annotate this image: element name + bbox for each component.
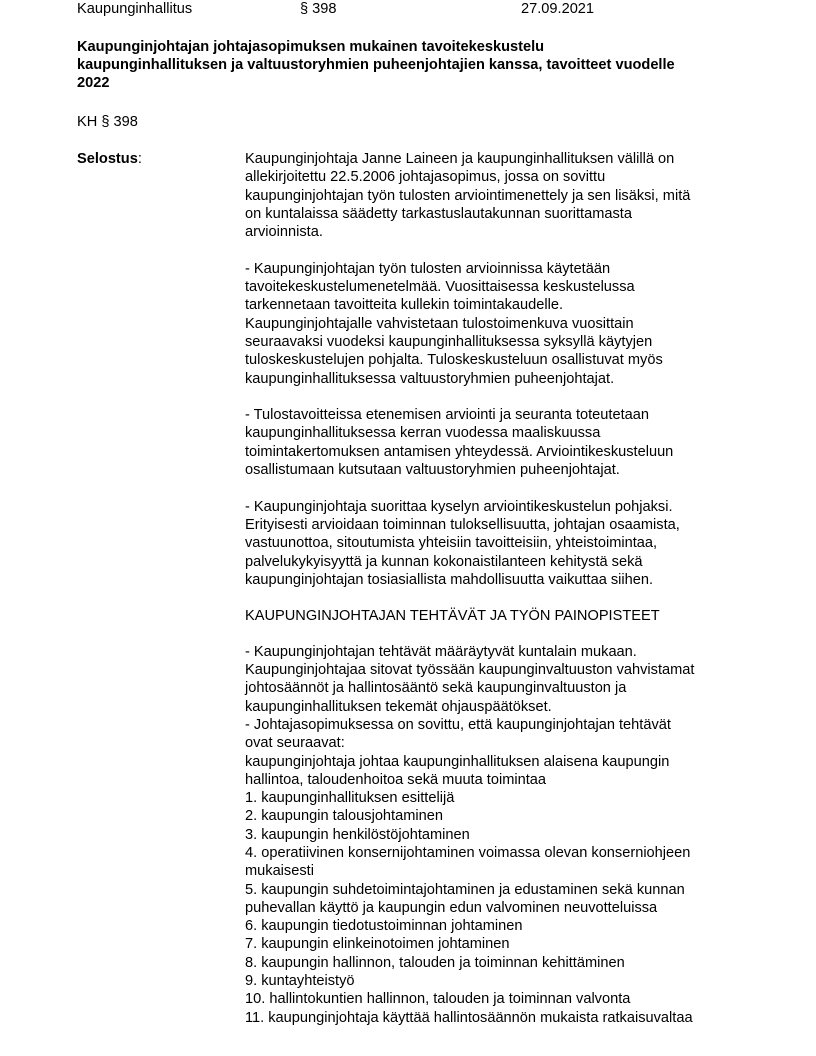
- text-line: tavoitekeskustelumenetelmää. Vuosittaisessa keskustelussa: [245, 279, 635, 296]
- text-line: osallistumaan kutsutaan valtuustoryhmien puheenjohtajat.: [245, 462, 620, 479]
- page-header: [0, 0, 816, 20]
- text-line: ovat seuraavat:: [245, 735, 345, 752]
- section-label-colon: :: [137, 151, 142, 167]
- text-line: 2. kaupungin talousjohtaminen: [245, 808, 443, 825]
- title-line: 2022: [77, 75, 110, 91]
- text-line: kaupunginhallituksessa kerran vuodessa maaliskuussa: [245, 425, 601, 442]
- section-label-text: Selostus: [77, 151, 138, 167]
- text-line: Kaupunginjohtajaa sitovat työssään kaupunginvaltuuston vahvistamat: [245, 662, 695, 679]
- text-line: 1. kaupunginhallituksen esittelijä: [245, 790, 455, 807]
- text-line: - Tulostavoitteissa etenemisen arviointi ja seuranta toteutetaan: [245, 407, 649, 424]
- text-line: kaupunginhallituksessa valtuustoryhmien puheenjohtajat.: [245, 370, 615, 387]
- text-line: 10. hallintokuntien hallinnon, talouden ja toiminnan valvonta: [245, 991, 631, 1008]
- text-line: KAUPUNGINJOHTAJAN TEHTÄVÄT JA TYÖN PAINOPISTEET: [245, 608, 660, 625]
- text-line: allekirjoitettu 22.5.2006 johtajasopimus, jossa on sovittu: [245, 169, 606, 186]
- text-line: tarkennetaan tavoitteita kullekin toimintakaudelle.: [245, 297, 564, 314]
- text-line: 11. kaupunginjohtaja käyttää hallintosäännön mukaista ratkaisuvaltaa: [245, 1009, 693, 1026]
- text-line: on kuntalaissa säädetty tarkastuslautakunnan suorittamasta: [245, 205, 632, 222]
- header-date: 27.09.2021: [521, 1, 595, 17]
- text-line: toimintakertomuksen antamisen yhteydessä. Arviointikeskusteluun: [245, 443, 674, 460]
- text-line: Kaupunginjohtaja Janne Laineen ja kaupunginhallituksen välillä on: [245, 151, 675, 167]
- text-line: - Kaupunginjohtajan työn tulosten arvioinnissa käytetään: [245, 260, 611, 277]
- title-line: Kaupunginjohtajan johtajasopimuksen mukainen tavoitekeskustelu: [77, 39, 545, 55]
- paragraph: [245, 643, 765, 1027]
- text-line: hallintoa, taloudenhoitoa sekä muuta toimintaa: [245, 771, 546, 788]
- paragraph: [245, 498, 765, 589]
- header-body-name: Kaupunginhallitus: [77, 1, 193, 17]
- text-line: 5. kaupungin suhdetoimintajohtaminen ja edustaminen sekä kunnan: [245, 881, 685, 898]
- text-line: arvioinnista.: [245, 224, 323, 241]
- text-line: - Kaupunginjohtajan tehtävät määräytyvät kuntalain mukaan.: [245, 643, 637, 660]
- header-section-number: § 398: [300, 1, 337, 17]
- section-label: [77, 150, 142, 168]
- text-line: kaupunginjohtajan tosiasiallista mahdollisuutta vaikuttaa siihen.: [245, 571, 654, 588]
- text-line: 8. kaupungin hallinnon, talouden ja toiminnan kehittäminen: [245, 954, 625, 971]
- text-line: mukaisesti: [245, 863, 314, 880]
- text-line: 3. kaupungin henkilöstöjohtaminen: [245, 826, 470, 843]
- text-line: kaupunginjohtaja johtaa kaupunginhallituksen alaisena kaupungin: [245, 753, 670, 770]
- text-line: puhevallan käyttö ja kaupungin edun valvominen neuvotteluissa: [245, 899, 658, 916]
- text-line: Kaupunginjohtajalle vahvistetaan tulostoimenkuva vuosittain: [245, 315, 634, 332]
- kh-reference: KH § 398: [77, 114, 138, 130]
- text-line: Erityisesti arvioidaan toiminnan tuloksellisuutta, johtajan osaamista,: [245, 516, 680, 533]
- text-line: 7. kaupungin elinkeinotoimen johtaminen: [245, 936, 510, 953]
- text-line: tuloskeskustelujen pohjalta. Tuloskeskusteluun osallistuvat myös: [245, 352, 663, 369]
- document-body: [245, 150, 765, 1045]
- document-title: [77, 38, 757, 92]
- text-line: - Johtajasopimuksessa on sovittu, että kaupunginjohtajan tehtävät: [245, 716, 671, 733]
- text-line: palvelukykyisyyttä ja kunnan kokonaistilanteen kehitystä sekä: [245, 553, 643, 570]
- text-line: johtosäännöt ja hallintosääntö sekä kaupunginvaltuuston ja: [245, 680, 627, 697]
- paragraph: [245, 260, 765, 388]
- text-line: 9. kuntayhteistyö: [245, 973, 355, 990]
- title-line: kaupunginhallituksen ja valtuustoryhmien puheenjohtajien kanssa, tavoitteet vuodelle: [77, 57, 675, 73]
- text-line: 6. kaupungin tiedotustoiminnan johtaminen: [245, 918, 523, 935]
- section-heading: [245, 607, 765, 625]
- text-line: - Kaupunginjohtaja suorittaa kyselyn arviointikeskustelun pohjaksi.: [245, 498, 673, 515]
- text-line: 4. operatiivinen konsernijohtaminen voimassa olevan konserniohjeen: [245, 844, 691, 861]
- text-line: seuraavaksi vuodeksi kaupunginhallituksessa syksyllä käytyjen: [245, 333, 653, 350]
- text-line: kaupunginjohtajan työn tulosten arviointimenettely ja sen lisäksi, mitä: [245, 187, 691, 204]
- paragraph: [245, 150, 765, 241]
- text-line: kaupunginhallituksen tekemät ohjauspäätökset.: [245, 698, 552, 715]
- text-line: vastuunottoa, sitoutumista yhteisiin tavoitteisiin, yhteistoimintaa,: [245, 535, 658, 552]
- paragraph: [245, 406, 765, 479]
